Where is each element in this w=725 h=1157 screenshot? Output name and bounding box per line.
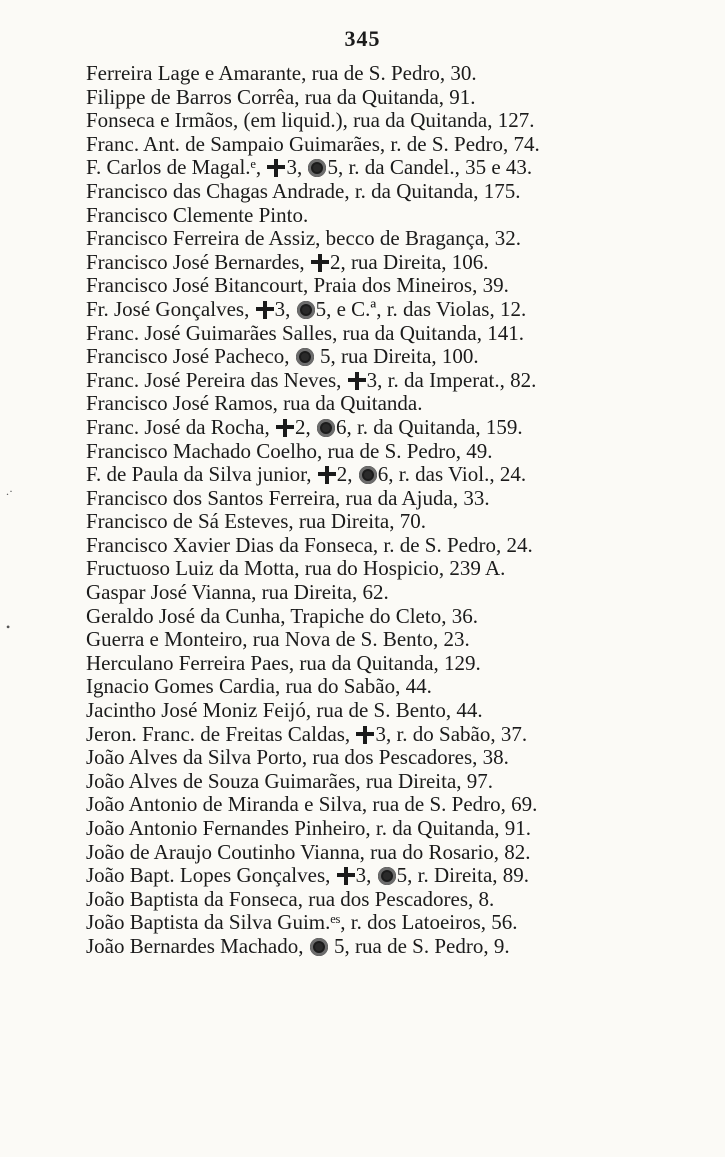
directory-entry — [86, 841, 686, 865]
entry-text: 3, r. da Imperat., 82. — [366, 367, 537, 392]
cross-icon — [356, 726, 374, 744]
entry-text: Ignacio Gomes Cardia, rua do Sabão, 44. — [86, 674, 432, 699]
directory-entry — [86, 369, 686, 393]
directory-entry — [86, 534, 686, 558]
directory-entry — [86, 86, 686, 110]
entry-text: 5, r. Direita, 89. — [396, 863, 530, 888]
directory-entry — [86, 392, 686, 416]
entry-text: 5, r. da Candel., 35 e 43. — [327, 155, 533, 180]
cross-icon — [348, 372, 366, 390]
entry-text: João de Araujo Coutinho Vianna, rua do Rosario, 82. — [86, 839, 531, 864]
entry-text: Francisco José Bernardes, — [86, 249, 310, 274]
entry-text: Fr. José Gonçalves, — [86, 296, 255, 321]
entry-text: 3, — [286, 155, 308, 180]
entry-text: João Bernardes Machado, — [86, 933, 309, 958]
directory-entry — [86, 888, 686, 912]
medal-icon — [296, 348, 314, 366]
directory-entry — [86, 911, 686, 935]
directory-entry — [86, 180, 686, 204]
entry-text: Francisco de Sá Esteves, rua Direita, 70. — [86, 509, 426, 534]
entry-text: Fonseca e Irmãos, (em liquid.), rua da Quitanda, 127. — [86, 108, 535, 133]
entry-text: Franc. José Pereira das Neves, — [86, 367, 347, 392]
entry-text: Herculano Ferreira Paes, rua da Quitanda, 129. — [86, 650, 481, 675]
entry-text: João Antonio Fernandes Pinheiro, r. da Quitanda, 91. — [86, 816, 532, 840]
entry-text: 2, — [336, 462, 358, 487]
entry-text: Geraldo José da Cunha, Trapiche do Cleto, 36. — [86, 603, 478, 628]
directory-entry — [86, 62, 686, 86]
entry-text: F. Carlos de Magal.ᵉ, — [86, 155, 267, 180]
entry-text: Franc. José da Rocha, — [86, 414, 275, 439]
margin-mark-2: • — [6, 620, 11, 634]
directory-entry — [86, 440, 686, 464]
entry-text: João Baptista da Fonseca, rua dos Pescadores, 8. — [86, 886, 495, 911]
directory-entry — [86, 463, 686, 487]
entry-text: João Alves de Souza Guimarães, rua Direita, 97. — [86, 768, 494, 793]
entry-text: Francisco Clemente Pinto. — [86, 202, 309, 227]
medal-icon — [317, 419, 335, 437]
entry-text: 2, rua Direita, 106. — [329, 249, 489, 274]
entry-text: F. de Paula da Silva junior, — [86, 462, 317, 487]
entry-text: João Baptista da Silva Guim.ᵉˢ, r. dos Latoeiros, 56. — [86, 910, 518, 935]
directory-entries — [86, 62, 686, 959]
directory-entry — [86, 699, 686, 723]
page-number: 345 — [344, 26, 381, 51]
directory-entry — [86, 746, 686, 770]
entry-text: Fructuoso Luiz da Motta, rua do Hospicio, 239 A. — [86, 556, 506, 581]
directory-entry — [86, 251, 686, 275]
entry-text: Francisco Ferreira de Assiz, becco de Bragança, 32. — [86, 226, 521, 251]
entry-text: 5, rua de S. Pedro, 9. — [328, 933, 510, 958]
entry-text: 6, r. da Quitanda, 159. — [335, 414, 523, 439]
entry-text: 5, e C.ª, r. das Violas, 12. — [315, 296, 527, 321]
entry-text: Francisco Xavier Dias da Fonseca, r. de S. Pedro, 24. — [86, 532, 533, 557]
entry-text: Ferreira Lage e Amarante, rua de S. Pedro, 30. — [86, 61, 477, 85]
entry-text: João Alves da Silva Porto, rua dos Pescadores, 38. — [86, 745, 509, 770]
cross-icon — [337, 867, 355, 885]
directory-entry — [86, 416, 686, 440]
entry-text: Jacintho José Moniz Feijó, rua de S. Bento, 44. — [86, 698, 483, 723]
entry-text: Jeron. Franc. de Freitas Caldas, — [86, 721, 356, 746]
directory-entry — [86, 298, 686, 322]
medal-icon — [308, 159, 326, 177]
entry-text: 3, r. do Sabão, 37. — [375, 721, 528, 746]
directory-entry — [86, 935, 686, 959]
entry-text: 3, — [274, 296, 296, 321]
directory-entry — [86, 345, 686, 369]
directory-entry — [86, 133, 686, 157]
directory-entry — [86, 770, 686, 794]
directory-entry — [86, 723, 686, 747]
cross-icon — [256, 301, 274, 319]
cross-icon — [267, 159, 285, 177]
directory-entry — [86, 322, 686, 346]
entry-text: Francisco José Bitancourt, Praia dos Mineiros, 39. — [86, 273, 509, 298]
entry-text: Franc. Ant. de Sampaio Guimarães, r. de S. Pedro, 74. — [86, 131, 540, 156]
directory-entry — [86, 487, 686, 511]
entry-text: Francisco José Ramos, rua da Quitanda. — [86, 391, 423, 416]
medal-icon — [297, 301, 315, 319]
directory-entry — [86, 204, 686, 228]
cross-icon — [276, 419, 294, 437]
cross-icon — [318, 466, 336, 484]
directory-entry — [86, 605, 686, 629]
entry-text: 6, r. das Viol., 24. — [377, 462, 527, 487]
directory-entry — [86, 557, 686, 581]
entry-text: 3, — [355, 863, 377, 888]
entry-text: Filippe de Barros Corrêa, rua da Quitanda, 91. — [86, 84, 476, 109]
directory-entry — [86, 817, 686, 841]
entry-text: Gaspar José Vianna, rua Direita, 62. — [86, 580, 389, 605]
entry-text: Francisco José Pacheco, — [86, 344, 295, 369]
margin-mark-1: .· — [6, 484, 13, 498]
directory-entry — [86, 109, 686, 133]
directory-entry — [86, 227, 686, 251]
medal-icon — [310, 938, 328, 956]
entry-text: 5, rua Direita, 100. — [314, 344, 479, 369]
medal-icon — [378, 867, 396, 885]
cross-icon — [311, 254, 329, 272]
entry-text: Francisco Machado Coelho, rua de S. Pedro, 49. — [86, 438, 493, 463]
entry-text: Francisco dos Santos Ferreira, rua da Ajuda, 33. — [86, 485, 490, 510]
entry-text: João Bapt. Lopes Gonçalves, — [86, 863, 336, 888]
directory-entry — [86, 581, 686, 605]
directory-entry — [86, 510, 686, 534]
directory-entry — [86, 274, 686, 298]
entry-text: Guerra e Monteiro, rua Nova de S. Bento, 23. — [86, 627, 470, 652]
directory-entry — [86, 156, 686, 180]
entry-text: Franc. José Guimarães Salles, rua da Quitanda, 141. — [86, 320, 524, 345]
entry-text: 2, — [294, 414, 316, 439]
directory-entry — [86, 628, 686, 652]
entry-text: Francisco das Chagas Andrade, r. da Quitanda, 175. — [86, 178, 521, 203]
directory-entry — [86, 864, 686, 888]
medal-icon — [359, 466, 377, 484]
directory-entry — [86, 793, 686, 817]
entry-text: João Antonio de Miranda e Silva, rua de S. Pedro, 69. — [86, 792, 538, 817]
directory-entry — [86, 652, 686, 676]
directory-entry — [86, 675, 686, 699]
